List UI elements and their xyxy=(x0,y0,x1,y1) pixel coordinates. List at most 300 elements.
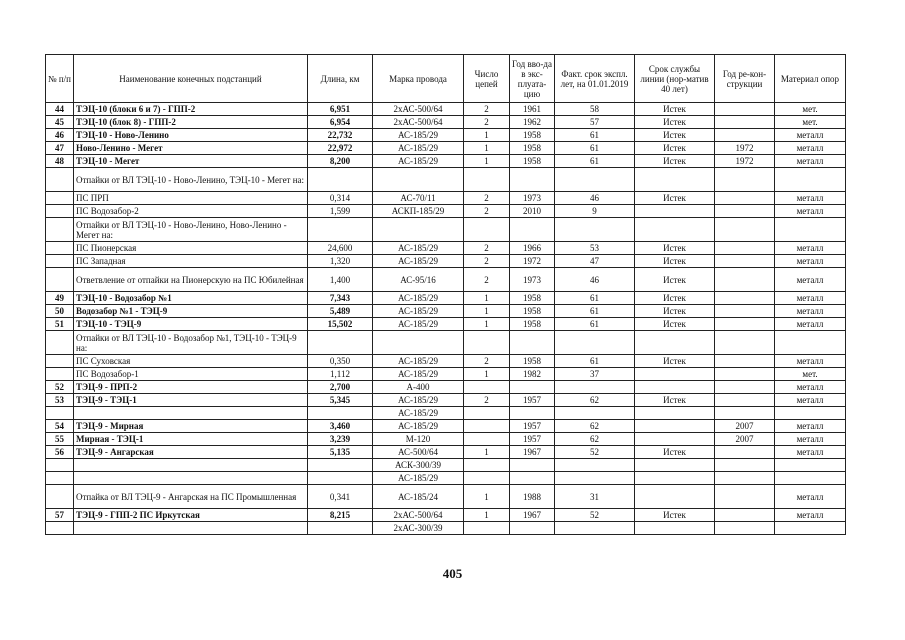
cell-material: мет. xyxy=(775,103,846,116)
cell-name xyxy=(74,522,308,535)
cell-material: металл xyxy=(775,433,846,446)
cell-year-recon xyxy=(715,355,775,368)
cell-actual-life: 31 xyxy=(555,485,635,509)
cell-year-recon: 1972 xyxy=(715,142,775,155)
cell-year-recon xyxy=(715,242,775,255)
cell-year-start xyxy=(510,218,555,242)
cell-length: 2,700 xyxy=(308,381,373,394)
cell-wire: АСКП-185/29 xyxy=(373,205,464,218)
cell-material: металл xyxy=(775,485,846,509)
cell-actual-life: 52 xyxy=(555,446,635,459)
cell-year-start: 1967 xyxy=(510,509,555,522)
cell-actual-life: 57 xyxy=(555,116,635,129)
cell-material: мет. xyxy=(775,368,846,381)
cell-length: 3,460 xyxy=(308,420,373,433)
table-row xyxy=(46,509,846,522)
table-body xyxy=(46,103,846,535)
cell-year-start: 1958 xyxy=(510,129,555,142)
cell-year-recon xyxy=(715,485,775,509)
cell-name: Отпайки от ВЛ ТЭЦ-10 - Ново-Ленино, Ново-Ленино - Мегет на: xyxy=(74,218,308,242)
cell-num xyxy=(46,168,74,192)
cell-year-start xyxy=(510,472,555,485)
cell-circuits: 2 xyxy=(464,192,510,205)
cell-num xyxy=(46,459,74,472)
cell-material xyxy=(775,522,846,535)
cell-circuits: 2 xyxy=(464,103,510,116)
cell-name: Отпайка от ВЛ ТЭЦ-9 - Ангарская на ПС Промышленная xyxy=(74,485,308,509)
cell-wire: АС-185/29 xyxy=(373,292,464,305)
cell-name: ПС Суховская xyxy=(74,355,308,368)
cell-year-start: 1957 xyxy=(510,420,555,433)
cell-actual-life xyxy=(555,218,635,242)
cell-name: ТЭЦ-9 - Ангарская xyxy=(74,446,308,459)
cell-actual-life xyxy=(555,331,635,355)
cell-wire: АС-185/29 xyxy=(373,472,464,485)
cell-actual-life xyxy=(555,168,635,192)
cell-actual-life: 46 xyxy=(555,268,635,292)
cell-circuits xyxy=(464,420,510,433)
cell-year-start: 1973 xyxy=(510,192,555,205)
table-row xyxy=(46,292,846,305)
cell-length: 5,135 xyxy=(308,446,373,459)
cell-wire xyxy=(373,218,464,242)
cell-name: ТЭЦ-9 - Мирная xyxy=(74,420,308,433)
cell-name: Мирная - ТЭЦ-1 xyxy=(74,433,308,446)
cell-service-life: Истек xyxy=(635,394,715,407)
cell-service-life: Истек xyxy=(635,192,715,205)
cell-material: металл xyxy=(775,192,846,205)
table-row xyxy=(46,255,846,268)
cell-name: ПС ПРП xyxy=(74,192,308,205)
cell-year-recon xyxy=(715,446,775,459)
cell-year-recon xyxy=(715,381,775,394)
cell-num xyxy=(46,407,74,420)
cell-service-life xyxy=(635,218,715,242)
cell-num: 55 xyxy=(46,433,74,446)
header-num: № п/п xyxy=(46,55,74,103)
cell-service-life xyxy=(635,433,715,446)
cell-wire: АС-185/29 xyxy=(373,305,464,318)
cell-material: металл xyxy=(775,355,846,368)
cell-wire: АС-185/29 xyxy=(373,420,464,433)
cell-actual-life: 62 xyxy=(555,433,635,446)
cell-service-life: Истек xyxy=(635,268,715,292)
cell-year-start xyxy=(510,459,555,472)
cell-year-recon xyxy=(715,292,775,305)
cell-service-life: Истек xyxy=(635,242,715,255)
cell-actual-life xyxy=(555,522,635,535)
cell-length: 6,954 xyxy=(308,116,373,129)
cell-service-life xyxy=(635,331,715,355)
cell-num: 48 xyxy=(46,155,74,168)
cell-year-start: 1958 xyxy=(510,305,555,318)
header-circuits: Число цепей xyxy=(464,55,510,103)
cell-num xyxy=(46,268,74,292)
cell-year-start: 1966 xyxy=(510,242,555,255)
cell-actual-life xyxy=(555,472,635,485)
cell-name xyxy=(74,472,308,485)
page-number: 405 xyxy=(442,566,463,581)
cell-length: 1,599 xyxy=(308,205,373,218)
cell-wire: АС-185/29 xyxy=(373,242,464,255)
table-row xyxy=(46,407,846,420)
cell-circuits: 1 xyxy=(464,485,510,509)
cell-actual-life: 46 xyxy=(555,192,635,205)
cell-num xyxy=(46,192,74,205)
cell-service-life: Истек xyxy=(635,255,715,268)
cell-year-start: 1958 xyxy=(510,142,555,155)
cell-circuits: 1 xyxy=(464,305,510,318)
cell-circuits xyxy=(464,433,510,446)
cell-year-start: 1982 xyxy=(510,368,555,381)
cell-circuits xyxy=(464,459,510,472)
cell-service-life xyxy=(635,459,715,472)
cell-length: 1,320 xyxy=(308,255,373,268)
cell-name: ПС Пионерская xyxy=(74,242,308,255)
cell-service-life: Истек xyxy=(635,116,715,129)
cell-name xyxy=(74,407,308,420)
header-wire: Марка провода xyxy=(373,55,464,103)
table-row xyxy=(46,205,846,218)
cell-service-life: Истек xyxy=(635,305,715,318)
cell-service-life: Истек xyxy=(635,509,715,522)
table-row xyxy=(46,368,846,381)
cell-name: ПС Водозабор-2 xyxy=(74,205,308,218)
cell-length: 6,951 xyxy=(308,103,373,116)
cell-length xyxy=(308,522,373,535)
cell-actual-life: 9 xyxy=(555,205,635,218)
cell-material: металл xyxy=(775,381,846,394)
cell-circuits: 2 xyxy=(464,116,510,129)
cell-circuits: 2 xyxy=(464,205,510,218)
cell-year-start: 1988 xyxy=(510,485,555,509)
cell-num xyxy=(46,255,74,268)
cell-year-start xyxy=(510,381,555,394)
cell-length: 22,732 xyxy=(308,129,373,142)
cell-wire: АС-185/29 xyxy=(373,155,464,168)
cell-actual-life: 61 xyxy=(555,129,635,142)
cell-num xyxy=(46,355,74,368)
cell-material: мет. xyxy=(775,116,846,129)
cell-year-recon xyxy=(715,168,775,192)
cell-actual-life: 62 xyxy=(555,420,635,433)
cell-length: 1,400 xyxy=(308,268,373,292)
cell-year-recon xyxy=(715,205,775,218)
cell-year-recon xyxy=(715,116,775,129)
table-row xyxy=(46,394,846,407)
cell-circuits: 1 xyxy=(464,368,510,381)
cell-circuits: 1 xyxy=(464,142,510,155)
cell-service-life: Истек xyxy=(635,103,715,116)
table-row xyxy=(46,446,846,459)
cell-material: металл xyxy=(775,142,846,155)
cell-year-start: 1957 xyxy=(510,433,555,446)
cell-num xyxy=(46,485,74,509)
table-row xyxy=(46,420,846,433)
cell-year-recon xyxy=(715,394,775,407)
cell-num: 50 xyxy=(46,305,74,318)
cell-service-life xyxy=(635,381,715,394)
cell-service-life xyxy=(635,420,715,433)
cell-year-start xyxy=(510,522,555,535)
cell-name: ТЭЦ-9 - ТЭЦ-1 xyxy=(74,394,308,407)
cell-service-life xyxy=(635,407,715,420)
cell-actual-life: 61 xyxy=(555,142,635,155)
cell-service-life: Истек xyxy=(635,318,715,331)
table-row xyxy=(46,331,846,355)
cell-wire: АСК-300/39 xyxy=(373,459,464,472)
cell-circuits: 2 xyxy=(464,355,510,368)
cell-length xyxy=(308,407,373,420)
cell-length: 8,200 xyxy=(308,155,373,168)
cell-actual-life: 61 xyxy=(555,355,635,368)
cell-num: 53 xyxy=(46,394,74,407)
cell-circuits: 2 xyxy=(464,394,510,407)
cell-num: 45 xyxy=(46,116,74,129)
cell-num xyxy=(46,368,74,381)
cell-actual-life: 58 xyxy=(555,103,635,116)
cell-length: 0,341 xyxy=(308,485,373,509)
cell-length: 0,314 xyxy=(308,192,373,205)
table-row xyxy=(46,116,846,129)
cell-wire: АС-185/29 xyxy=(373,407,464,420)
cell-name: ТЭЦ-10 (блок 8) - ГПП-2 xyxy=(74,116,308,129)
cell-year-start: 1958 xyxy=(510,318,555,331)
cell-service-life: Истек xyxy=(635,142,715,155)
cell-circuits xyxy=(464,331,510,355)
cell-num: 51 xyxy=(46,318,74,331)
cell-wire: АС-70/11 xyxy=(373,192,464,205)
cell-service-life xyxy=(635,485,715,509)
cell-length xyxy=(308,459,373,472)
cell-length: 5,489 xyxy=(308,305,373,318)
cell-actual-life: 53 xyxy=(555,242,635,255)
table-row xyxy=(46,522,846,535)
cell-wire: 2хАС-500/64 xyxy=(373,509,464,522)
cell-wire xyxy=(373,168,464,192)
cell-wire: 2хАС-300/39 xyxy=(373,522,464,535)
cell-name: ПС Западная xyxy=(74,255,308,268)
table-row xyxy=(46,485,846,509)
cell-material xyxy=(775,459,846,472)
cell-wire: А-400 xyxy=(373,381,464,394)
cell-year-start: 1957 xyxy=(510,394,555,407)
cell-service-life: Истек xyxy=(635,446,715,459)
cell-year-recon: 2007 xyxy=(715,433,775,446)
header-material: Материал опор xyxy=(775,55,846,103)
cell-length xyxy=(308,168,373,192)
cell-actual-life: 61 xyxy=(555,318,635,331)
table-row xyxy=(46,142,846,155)
cell-actual-life: 61 xyxy=(555,155,635,168)
cell-name: ТЭЦ-9 - ГПП-2 ПС Иркутская xyxy=(74,509,308,522)
cell-length: 7,343 xyxy=(308,292,373,305)
cell-circuits xyxy=(464,381,510,394)
cell-length xyxy=(308,218,373,242)
table-row xyxy=(46,218,846,242)
cell-wire: АС-185/29 xyxy=(373,394,464,407)
table-row xyxy=(46,472,846,485)
cell-num: 52 xyxy=(46,381,74,394)
cell-material xyxy=(775,168,846,192)
cell-num: 56 xyxy=(46,446,74,459)
cell-wire: АС-185/29 xyxy=(373,129,464,142)
cell-year-start: 1961 xyxy=(510,103,555,116)
table-row xyxy=(46,155,846,168)
cell-year-recon xyxy=(715,255,775,268)
table-row xyxy=(46,192,846,205)
cell-num xyxy=(46,522,74,535)
cell-actual-life: 62 xyxy=(555,394,635,407)
cell-num: 54 xyxy=(46,420,74,433)
table-row xyxy=(46,168,846,192)
cell-service-life xyxy=(635,368,715,381)
cell-service-life: Истек xyxy=(635,355,715,368)
cell-length: 5,345 xyxy=(308,394,373,407)
cell-wire: АС-185/29 xyxy=(373,255,464,268)
cell-wire: АС-185/29 xyxy=(373,318,464,331)
cell-wire: 2хАС-500/64 xyxy=(373,103,464,116)
cell-year-start: 2010 xyxy=(510,205,555,218)
cell-name: ПС Водозабор-1 xyxy=(74,368,308,381)
table-row xyxy=(46,103,846,116)
table-row xyxy=(46,268,846,292)
cell-year-start: 1958 xyxy=(510,355,555,368)
cell-length: 22,972 xyxy=(308,142,373,155)
cell-length: 1,112 xyxy=(308,368,373,381)
cell-year-recon xyxy=(715,268,775,292)
cell-year-recon xyxy=(715,331,775,355)
cell-year-recon xyxy=(715,522,775,535)
cell-year-start: 1958 xyxy=(510,155,555,168)
cell-name: ТЭЦ-10 - Водозабор №1 xyxy=(74,292,308,305)
cell-year-start: 1972 xyxy=(510,255,555,268)
table-row xyxy=(46,318,846,331)
cell-year-start xyxy=(510,331,555,355)
cell-year-recon xyxy=(715,368,775,381)
cell-circuits: 2 xyxy=(464,268,510,292)
cell-num: 57 xyxy=(46,509,74,522)
cell-year-recon xyxy=(715,509,775,522)
cell-year-recon xyxy=(715,407,775,420)
cell-length: 24,600 xyxy=(308,242,373,255)
cell-num xyxy=(46,218,74,242)
cell-year-start: 1958 xyxy=(510,292,555,305)
table-row xyxy=(46,433,846,446)
cell-length xyxy=(308,472,373,485)
cell-name: ТЭЦ-10 - Мегет xyxy=(74,155,308,168)
cell-material: металл xyxy=(775,318,846,331)
table-row xyxy=(46,242,846,255)
cell-year-recon: 2007 xyxy=(715,420,775,433)
header-length: Длина, км xyxy=(308,55,373,103)
cell-num: 47 xyxy=(46,142,74,155)
cell-wire: АС-500/64 xyxy=(373,446,464,459)
cell-material: металл xyxy=(775,446,846,459)
cell-wire: АС-185/24 xyxy=(373,485,464,509)
cell-material xyxy=(775,407,846,420)
cell-material: металл xyxy=(775,129,846,142)
cell-name: ТЭЦ-10 (блоки 6 и 7) - ГПП-2 xyxy=(74,103,308,116)
cell-year-recon xyxy=(715,305,775,318)
table-row xyxy=(46,459,846,472)
cell-name: ТЭЦ-9 - ПРП-2 xyxy=(74,381,308,394)
cell-name: Водозабор №1 - ТЭЦ-9 xyxy=(74,305,308,318)
cell-wire: М-120 xyxy=(373,433,464,446)
cell-circuits: 1 xyxy=(464,318,510,331)
cell-material: металл xyxy=(775,509,846,522)
header-row xyxy=(46,55,846,103)
cell-year-recon xyxy=(715,129,775,142)
cell-material: металл xyxy=(775,394,846,407)
cell-year-recon xyxy=(715,103,775,116)
header-service-life: Срок службы линии (нор-матив 40 лет) xyxy=(635,55,715,103)
cell-wire: АС-185/29 xyxy=(373,355,464,368)
cell-year-start xyxy=(510,407,555,420)
cell-material xyxy=(775,331,846,355)
cell-actual-life: 61 xyxy=(555,292,635,305)
cell-name: Отпайки от ВЛ ТЭЦ-10 - Ново-Ленино, ТЭЦ-10 - Мегет на: xyxy=(74,168,308,192)
cell-circuits xyxy=(464,168,510,192)
cell-material: металл xyxy=(775,205,846,218)
cell-actual-life: 61 xyxy=(555,305,635,318)
cell-actual-life xyxy=(555,407,635,420)
cell-material: металл xyxy=(775,292,846,305)
cell-material: металл xyxy=(775,420,846,433)
cell-actual-life xyxy=(555,381,635,394)
cell-name: Отпайки от ВЛ ТЭЦ-10 - Водозабор №1, ТЭЦ-10 - ТЭЦ-9 на: xyxy=(74,331,308,355)
cell-year-start xyxy=(510,168,555,192)
cell-length: 0,350 xyxy=(308,355,373,368)
cell-circuits xyxy=(464,407,510,420)
cell-material: металл xyxy=(775,268,846,292)
cell-material xyxy=(775,218,846,242)
table-row xyxy=(46,129,846,142)
cell-wire xyxy=(373,331,464,355)
cell-year-recon xyxy=(715,459,775,472)
cell-wire: 2хАС-500/64 xyxy=(373,116,464,129)
cell-circuits xyxy=(464,522,510,535)
cell-circuits: 1 xyxy=(464,129,510,142)
table-row xyxy=(46,305,846,318)
cell-year-recon xyxy=(715,472,775,485)
cell-num xyxy=(46,205,74,218)
cell-wire: АС-185/29 xyxy=(373,368,464,381)
cell-num: 44 xyxy=(46,103,74,116)
cell-circuits xyxy=(464,472,510,485)
cell-year-recon xyxy=(715,318,775,331)
cell-length: 15,502 xyxy=(308,318,373,331)
cell-circuits: 1 xyxy=(464,446,510,459)
cell-wire: АС-95/16 xyxy=(373,268,464,292)
cell-year-recon xyxy=(715,218,775,242)
cell-actual-life: 47 xyxy=(555,255,635,268)
table-row xyxy=(46,381,846,394)
cell-material: металл xyxy=(775,305,846,318)
cell-length: 3,239 xyxy=(308,433,373,446)
header-name: Наименование конечных подстанций xyxy=(74,55,308,103)
cell-circuits: 2 xyxy=(464,242,510,255)
cell-num: 46 xyxy=(46,129,74,142)
cell-year-recon xyxy=(715,192,775,205)
cell-service-life xyxy=(635,472,715,485)
cell-name xyxy=(74,459,308,472)
cell-name: ТЭЦ-10 - ТЭЦ-9 xyxy=(74,318,308,331)
cell-actual-life: 37 xyxy=(555,368,635,381)
cell-year-start: 1962 xyxy=(510,116,555,129)
cell-length xyxy=(308,331,373,355)
cell-service-life xyxy=(635,205,715,218)
